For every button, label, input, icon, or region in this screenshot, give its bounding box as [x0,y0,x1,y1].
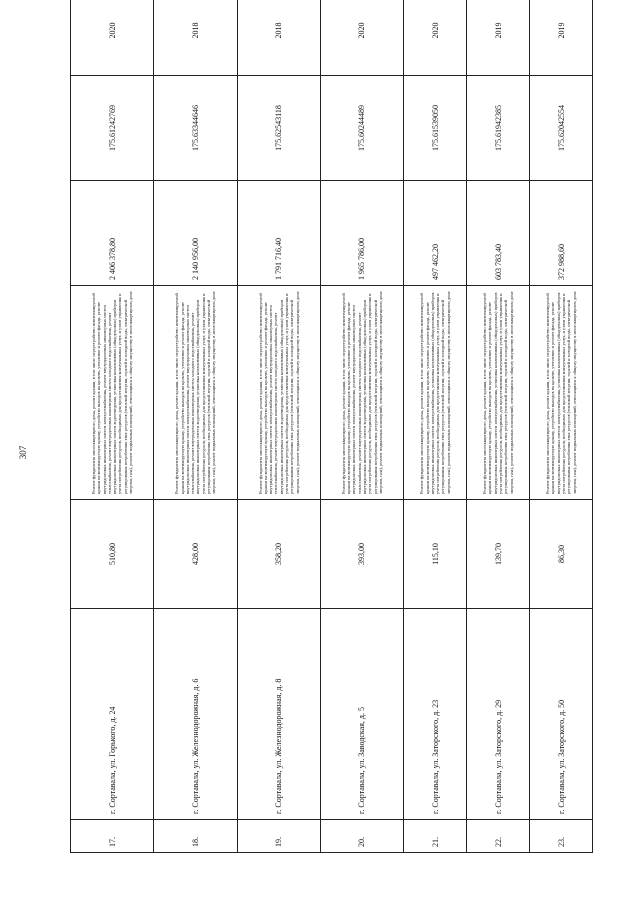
repair-cost: 2 406 378,80 [71,181,154,286]
planned-year: 2020 [71,0,154,76]
repair-cost: 1 791 716,40 [237,181,320,286]
row-number: 18. [154,820,237,853]
house-address: г. Сортавала, ул. Заторского, д. 50 [530,609,593,820]
house-address: г. Сортавала, ул. Горького, д. 24 [71,609,154,820]
table-row [320,0,403,853]
table-row [71,0,154,853]
planned-year: 2019 [467,0,530,76]
repair-works: Ремонт фундамента многоквартирного дома, ремонт крыши, в том числе переустройство невентилируемой крыши на вентилируемую крышу, устройство выходов на кровлю, утепление и ремонт фасада, ремонт внутридомовых инженерных систем электроснабжения, ремонт внутридомовых инженерных систем теплоснабжения, ремонт внутридомовых инженерных систем холодного водоснабжения, ремонт внутридомовых инженерных систем водоотведения, установка коллективных (общедомовых) приборов учета потребления ресурсов, необходимых для предоставления коммунальных услуг, и узлов управления и регулирования потребления этих ресурсов (тепловой энергии, горячей и холодной воды, электрической энергии, газа), ремонт подвальных помещений, относящихся к общему имуществу в многоквартирном доме [154,286,237,500]
row-number: 22. [467,820,530,853]
row-number: 19. [237,820,320,853]
repair-works: Ремонт фундамента многоквартирного дома, ремонт крыши, в том числе переустройство невентилируемой крыши на вентилируемую крышу, устройство выходов на кровлю, утепление и ремонт фасада, ремонт внутридомовых инженерных систем электроснабжения, ремонт внутридомовых инженерных систем теплоснабжения, ремонт внутридомовых инженерных систем холодного водоснабжения, ремонт внутридомовых инженерных систем водоотведения, установка коллективных (общедомовых) приборов учета потребления ресурсов, необходимых для предоставления коммунальных услуг, и узлов управления и регулирования потребления этих ресурсов (тепловой энергии, горячей и холодной воды, электрической энергии, газа), ремонт подвальных помещений, относящихся к общему имуществу в многоквартирном доме [320,286,403,500]
house-address: г. Сортавала, ул. Железнодорожная, д. 6 [154,609,237,820]
repair-works: Ремонт фундамента многоквартирного дома, ремонт крыши, в том числе переустройство невентилируемой крыши на вентилируемую крышу, устройство выходов на кровлю, утепление и ремонт фасада, ремонт внутридомовых инженерных систем электроснабжения, установка коллективных (общедомовых) приборов учета потребления ресурсов, необходимых для предоставления коммунальных услуг, и узлов управления и регулирования потребления этих ресурсов (тепловой энергии, горячей и холодной воды, электрической энергии, газа), ремонт подвальных помещений, относящихся к общему имуществу в многоквартирном доме [404,286,467,500]
planned-year: 2020 [404,0,467,76]
repair-cost: 2 140 956,00 [154,181,237,286]
house-address: г. Сортавала, ул. Заторского, д. 23 [404,609,467,820]
repair-program-table [70,0,593,853]
house-code: 175.63344646 [154,76,237,181]
table-row [404,0,467,853]
repair-cost: 1 965 786,00 [320,181,403,286]
planned-year: 2018 [237,0,320,76]
house-area: 393,00 [320,500,403,609]
table-row [154,0,237,853]
house-area: 115,10 [404,500,467,609]
house-address: г. Сортавала, ул. Железнодорожная, д. 8 [237,609,320,820]
repair-works: Ремонт фундамента многоквартирного дома, ремонт крыши, в том числе переустройство невентилируемой крыши на вентилируемую крышу, устройство выходов на кровлю, утепление и ремонт фасада, ремонт внутридомовых инженерных систем электроснабжения, ремонт внутридомовых инженерных систем теплоснабжения, ремонт внутридомовых инженерных систем холодного водоснабжения, ремонт внутридомовых инженерных систем водоотведения, установка коллективных (общедомовых) приборов учета потребления ресурсов, необходимых для предоставления коммунальных услуг, и узлов управления и регулирования потребления этих ресурсов (тепловой энергии, горячей и холодной воды, электрической энергии, газа), ремонт подвальных помещений, относящихся к общему имуществу в многоквартирном доме [71,286,154,500]
repair-works: Ремонт фундамента многоквартирного дома, ремонт крыши, в том числе переустройство невентилируемой крыши на вентилируемую крышу, устройство выходов на кровлю, утепление и ремонт фасада, ремонт внутридомовых инженерных систем электроснабжения, установка коллективных (общедомовых) приборов учета потребления ресурсов, необходимых для предоставления коммунальных услуг, и узлов управления и регулирования потребления этих ресурсов (тепловой энергии, горячей и холодной воды, электрической энергии, газа), ремонт подвальных помещений, относящихся к общему имуществу в многоквартирном доме [530,286,593,500]
planned-year: 2020 [320,0,403,76]
house-code: 175.61942385 [467,76,530,181]
repair-cost: 497 462,20 [404,181,467,286]
house-area: 428,00 [154,500,237,609]
repair-cost: 603 783,40 [467,181,530,286]
repair-cost: 372 988,60 [530,181,593,286]
house-code: 175.60244489 [320,76,403,181]
house-code: 175.61539050 [404,76,467,181]
repair-works: Ремонт фундамента многоквартирного дома, ремонт крыши, в том числе переустройство невентилируемой крыши на вентилируемую крышу, устройство выходов на кровлю, утепление и ремонт фасада, ремонт внутридомовых инженерных систем электроснабжения, установка коллективных (общедомовых) приборов учета потребления ресурсов, необходимых для предоставления коммунальных услуг, и узлов управления и регулирования потребления этих ресурсов (тепловой энергии, горячей и холодной воды, электрической энергии, газа), ремонт подвальных помещений, относящихся к общему имуществу в многоквартирном доме [467,286,530,500]
planned-year: 2019 [530,0,593,76]
house-address: г. Сортавала, ул. Заторского, д. 29 [467,609,530,820]
house-code: 175.61242769 [71,76,154,181]
house-code: 175.62042554 [530,76,593,181]
house-address: г. Сортавала, ул. Заводская, д. 5 [320,609,403,820]
row-number: 23. [530,820,593,853]
table-body [71,0,593,853]
table-row [467,0,530,853]
house-area: 86,30 [530,500,593,609]
table-row [237,0,320,853]
house-area: 358,20 [237,500,320,609]
planned-year: 2018 [154,0,237,76]
page-number: 307 [18,445,28,460]
row-number: 21. [404,820,467,853]
house-code: 175.62543118 [237,76,320,181]
row-number: 20. [320,820,403,853]
row-number: 17. [71,820,154,853]
house-area: 139,70 [467,500,530,609]
table-row [530,0,593,853]
house-area: 510,80 [71,500,154,609]
repair-works: Ремонт фундамента многоквартирного дома, ремонт крыши, в том числе переустройство невентилируемой крыши на вентилируемую крышу, устройство выходов на кровлю, утепление и ремонт фасада, ремонт внутридомовых инженерных систем электроснабжения, ремонт внутридомовых инженерных систем теплоснабжения, ремонт внутридомовых инженерных систем холодного водоснабжения, ремонт внутридомовых инженерных систем водоотведения, установка коллективных (общедомовых) приборов учета потребления ресурсов, необходимых для предоставления коммунальных услуг, и узлов управления и регулирования потребления этих ресурсов (тепловой энергии, горячей и холодной воды, электрической энергии, газа), ремонт подвальных помещений, относящихся к общему имуществу в многоквартирном доме [237,286,320,500]
